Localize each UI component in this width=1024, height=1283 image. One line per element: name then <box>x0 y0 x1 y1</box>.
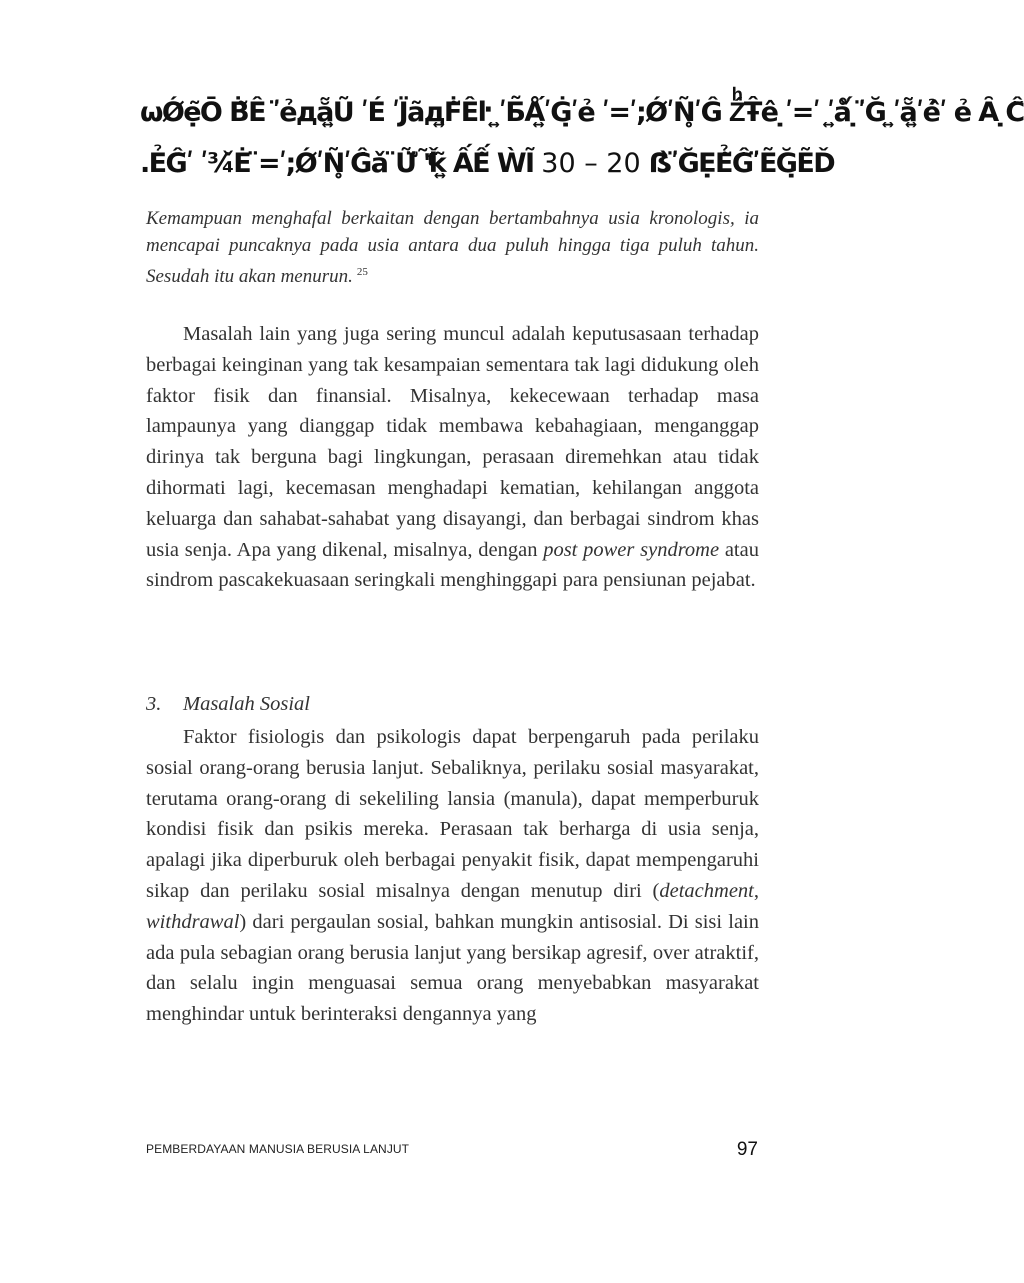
paragraph-2-italic-term-2: withdrawal <box>146 910 240 933</box>
arabic-quote-numbers: 30 – 20 <box>541 148 641 179</box>
section-heading <box>146 689 310 719</box>
paragraph-2-text-b: ) dari pergaulan sosial, bahkan mungkin antisosial. Di sisi lain ada pula sebagian orang berusia lanjut yang bersikap agresif, over atraktif, dan selalu ingin menguasai semua orang menyebabkan masyarakat menghindar untuk berinteraksi dengannya yang <box>146 910 759 1026</box>
arabic-quote-line-2-start: .ẺĜ̃ʹ ʹ¾̌Ė ̈=ʹ;ǾʹÑ̥ʹĜ̀ǎ ̈Ữ̈ ʹͭ̃ǩ͍̃ ẤẾ̃ ẀĨ <box>140 148 534 179</box>
body-paragraph-1 <box>146 319 759 596</box>
footnote-marker[interactable]: 25 <box>356 266 368 278</box>
section-number: 3. <box>146 693 162 715</box>
section-title: Masalah Sosial <box>183 693 310 715</box>
translated-quote-text: Kemampuan menghafal berkaitan dengan bertambahnya usia kronologis, ia mencapai puncaknya pada usia antara dua puluh hingga tiga puluh tahun. Sesudah itu akan menurun. <box>146 208 759 287</box>
paragraph-1-italic-term: post power syndrome <box>543 538 720 561</box>
paragraph-2-separator: , <box>753 879 759 902</box>
translated-quote <box>146 206 759 291</box>
arabic-quote-line-1 <box>140 96 1024 130</box>
body-paragraph-2 <box>146 722 759 1030</box>
paragraph-1-text-b: atau sindrom pascakekuasaan seringkali menghinggapi para pensiunan pejabat. <box>146 538 759 592</box>
paragraph-2-text-a: Faktor fisiologis dan psikologis dapat berpengaruh pada perilaku sosial orang-orang berusia lanjut. Sebaliknya, perilaku sosial masyarakat, terutama orang-orang di sekeliling lansia (manula), dapat memperburuk kondisi fisik dan psikis mereka. Perasaan tak berharga di usia senja, apalagi jika diperburuk oleh berbagai penyakit fisik, dapat mempengaruhi sikap dan perilaku sosial misalnya dengan menutup diri ( <box>146 726 759 902</box>
arabic-quote-line-1-text: ѡǾẹ̃Ō Ḃ̃Ê ʹ̈ẻдẵ͍Ũ ʹÉ ʹJ̈ãд͍Ḟ̃Êŀ ͍ʹБ̃Ǻ͍ʹĠ̣ʹẻ ʹ=ʹ;ǾʹÑ̥ʹĜ ŹͪŦ̂ê ̣ʹ=ʹ ʹ͍ǻ̌ ̣ʹ̈Ğ ͍ʹẵ͍ʹẻ̂ʹ ẻ Ȃ ̣Ĉ̌ <box>140 97 1024 128</box>
paragraph-2-italic-term-1: detachment <box>659 879 754 902</box>
arabic-quote-line-2 <box>140 147 835 181</box>
arabic-quote-line-2-end: ẞ̀ʹ̈ĞẸẺ̃Ĝ̌ʹ̈ẼĞ̣ẼĎ <box>648 148 835 179</box>
paragraph-1-text-a: Masalah lain yang juga sering muncul adalah keputusasaan terhadap berbagai keinginan yang tak kesampaian sementara tak lagi didukung oleh faktor fisik dan finansial. Misalnya, kekecewaan terhadap masa lampaunya yang dianggap tidak membawa kebahagiaan, menganggap dirinya tak berguna bagi lingkungan, perasaan diremehkan atau tidak dihormati lagi, kecemasan menghadapi kematian, kehilangan anggota keluarga dan sahabat-sahabat yang disayangi, dan berbagai sindrom khas usia senja. Apa yang dikenal, misalnya, dengan <box>146 323 759 561</box>
page-number: 97 <box>736 1139 758 1160</box>
running-footer-title: PEMBERDAYAAN MANUSIA BERUSIA LANJUT <box>146 1142 410 1156</box>
